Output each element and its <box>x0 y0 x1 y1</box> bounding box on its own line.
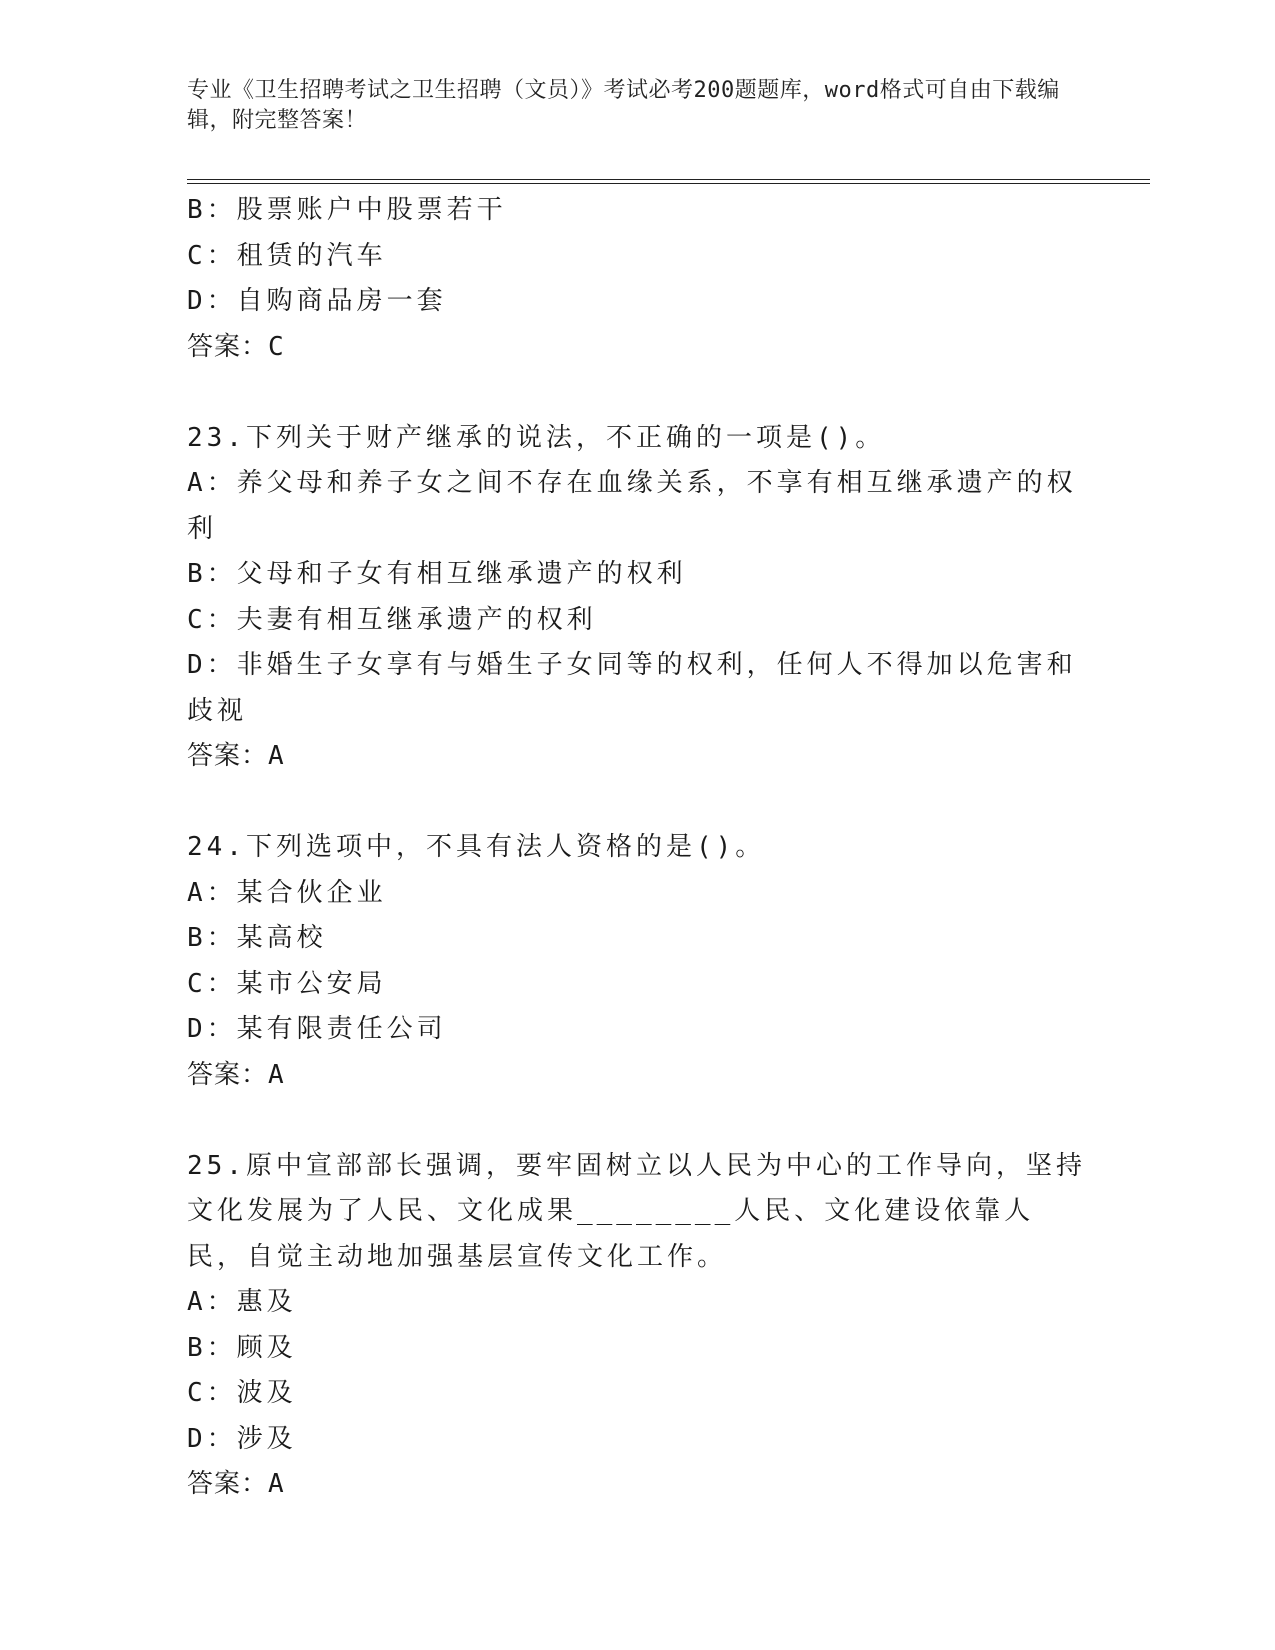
option-a: A：养父母和养子女之间不存在血缘关系，不享有相互继承遗产的权利 <box>187 468 1077 544</box>
spacer <box>187 1098 1087 1144</box>
question-stem: 23.下列关于财产继承的说法，不正确的一项是()。 <box>187 422 886 453</box>
option-d: D：非婚生子女享有与婚生子女同等的权利，任何人不得加以危害和歧视 <box>187 650 1077 726</box>
option-c: C：波及 <box>187 1378 297 1408</box>
document-header: 专业《卫生招聘考试之卫生招聘（文员）》考试必考200题题库，word格式可自由下载编辑，附完整答案！ <box>187 78 1060 133</box>
option-d: D：自购商品房一套 <box>187 286 447 316</box>
question-24 <box>187 825 1087 1098</box>
option-a: A：惠及 <box>187 1287 297 1317</box>
option-b: B：某高校 <box>187 923 327 953</box>
option-a: A：某合伙企业 <box>187 877 387 908</box>
option-d: D：某有限责任公司 <box>187 1014 447 1044</box>
answer: 答案：A <box>187 1059 285 1090</box>
option-d: D：涉及 <box>187 1423 297 1454</box>
answer: 答案：C <box>187 331 285 362</box>
option-c: C：租赁的汽车 <box>187 240 387 271</box>
option-c: C：某市公安局 <box>187 968 387 999</box>
spacer <box>187 370 1087 416</box>
option-b: B：股票账户中股票若干 <box>187 195 507 225</box>
question-25 <box>187 1144 1087 1508</box>
question-stem: 25.原中宣部部长强调，要牢固树立以人民为中心的工作导向，坚持文化发展为了人民、文化成果________人民、文化建设依靠人民，自觉主动地加强基层宣传文化工作。 <box>187 1150 1086 1272</box>
question-stem: 24.下列选项中，不具有法人资格的是()。 <box>187 832 766 862</box>
option-c: C：夫妻有相互继承遗产的权利 <box>187 604 597 635</box>
lead-question-tail <box>187 188 1087 370</box>
option-b: B：顾及 <box>187 1332 297 1363</box>
question-list <box>187 188 1087 1508</box>
header-rule-top <box>187 179 1150 180</box>
answer: 答案：A <box>187 1469 285 1499</box>
spacer <box>187 780 1087 826</box>
answer: 答案：A <box>187 741 285 771</box>
option-b: B：父母和子女有相互继承遗产的权利 <box>187 559 687 589</box>
question-23 <box>187 416 1087 780</box>
header-rule-bottom <box>187 183 1150 184</box>
